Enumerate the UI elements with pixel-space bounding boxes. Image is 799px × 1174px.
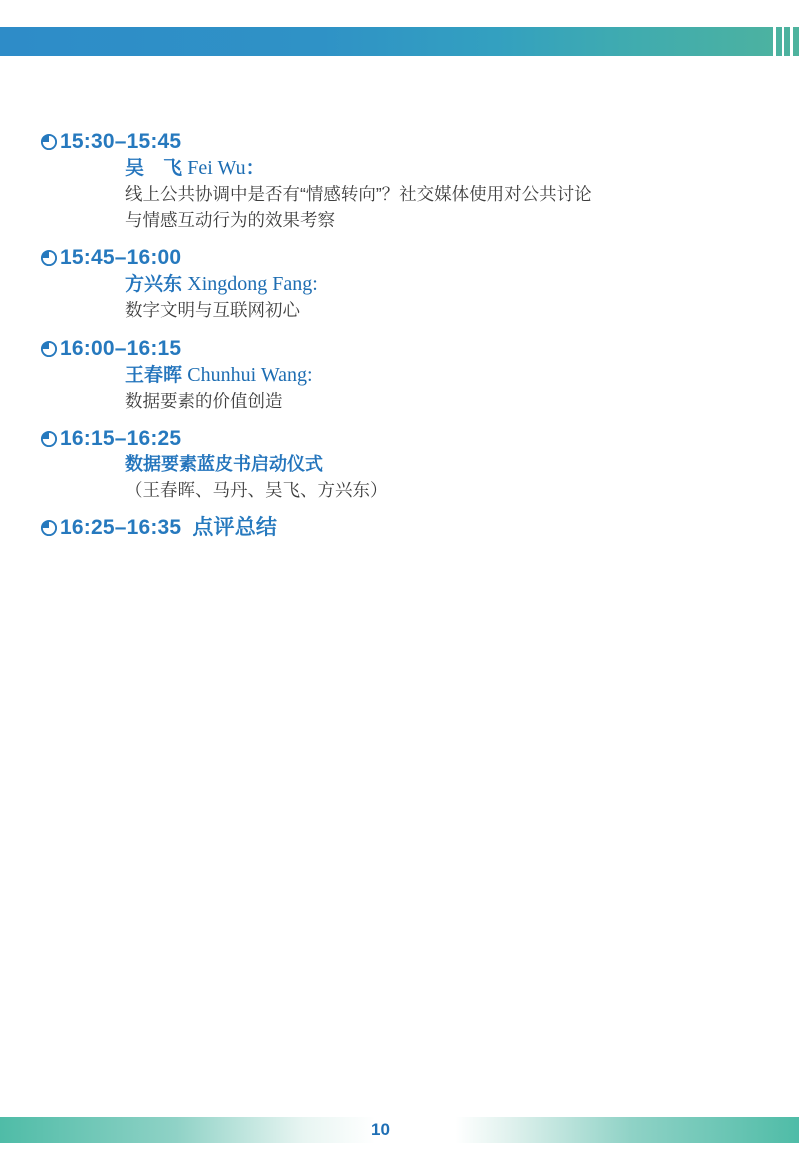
time-row: [40, 246, 750, 270]
header-bar-stripe-gap: [790, 27, 793, 56]
time-row: [40, 337, 750, 361]
session-time: 16:25–16:35: [60, 516, 182, 539]
speaker-name-zh: 方兴东: [125, 274, 183, 295]
header-bar: [0, 27, 799, 56]
header-bar-stripe-gap: [773, 27, 776, 56]
session-1545: [40, 246, 750, 324]
schedule-content: [40, 130, 750, 553]
session-time: 15:30–15:45: [60, 130, 182, 153]
header-bar-stripe-gap: [782, 27, 785, 56]
event-participants: （王春晖、马丹、吴飞、方兴东）: [125, 479, 388, 500]
session-1530: [40, 130, 750, 233]
speaker-name-en: Xingdong Fang: [187, 273, 313, 295]
footer-bar: [0, 1117, 799, 1143]
page-number: 10: [371, 1120, 390, 1139]
session-time: 15:45–16:00: [60, 246, 182, 269]
clock-icon: [40, 340, 58, 358]
clock-icon: [40, 133, 58, 151]
speaker-colon: ：: [245, 158, 265, 179]
clock-icon: [40, 519, 58, 537]
speaker-colon: :: [306, 363, 313, 386]
speaker-name-en: Fei Wu: [187, 157, 246, 179]
speaker-name-en: Chunhui Wang: [187, 363, 307, 386]
talk-title-line: 与情感互动行为的效果考察: [125, 209, 335, 230]
clock-icon: [40, 430, 58, 448]
session-label: 点评总结: [192, 516, 278, 539]
event-title: 数据要素蓝皮书启动仪式: [125, 454, 323, 474]
speaker-name-zh: 王春晖: [125, 364, 183, 386]
time-row: [40, 130, 750, 154]
speaker-line: [125, 362, 750, 389]
session-1625: [40, 516, 750, 540]
speaker-line: [125, 271, 750, 298]
session-1615: [40, 427, 750, 503]
talk-title-line: 数据要素的价值创造: [125, 390, 283, 411]
talk-title-line: 线上公共协调中是否有“情感转向”？社交媒体使用对公共讨论: [125, 184, 592, 204]
speaker-line: [125, 155, 750, 182]
session-time: 16:15–16:25: [60, 427, 182, 450]
talk-title-line: 数字文明与互联网初心: [125, 300, 300, 320]
clock-icon: [40, 249, 58, 267]
session-1600: [40, 337, 750, 415]
time-row: [40, 516, 750, 540]
time-row: [40, 427, 750, 451]
speaker-name-zh: 吴 飞: [125, 158, 183, 179]
session-time: 16:00–16:15: [60, 336, 182, 360]
speaker-colon: :: [312, 273, 318, 295]
